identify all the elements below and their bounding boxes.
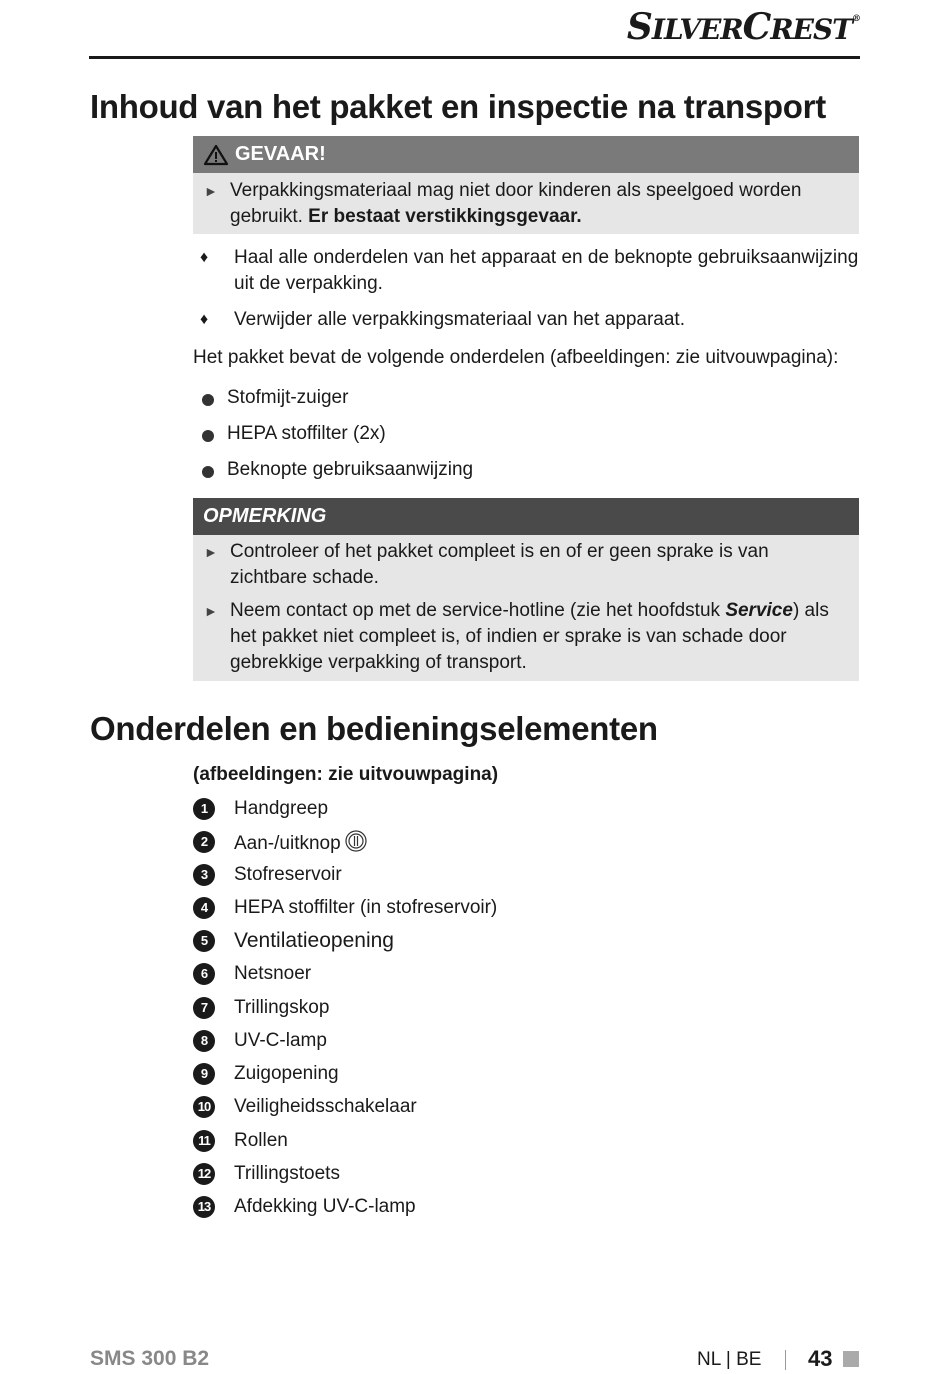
section-title-parts: Onderdelen en bedieningselementen: [90, 710, 658, 747]
number-badge: 10: [193, 1096, 215, 1118]
number-badge: 6: [193, 963, 215, 985]
bullet-dot-icon: [202, 430, 214, 442]
number-badge: 12: [193, 1163, 215, 1185]
header-divider: [89, 56, 860, 59]
part-item: 6 Netsnoer: [193, 962, 311, 986]
diamond-bullet-icon: ♦: [200, 311, 209, 328]
contents-intro: Het pakket bevat de volgende onderdelen (afbeeldingen: zie uitvouwpagina):: [193, 347, 839, 368]
part-item: 2 Aan-/uitknop: [193, 830, 367, 856]
arrow-icon: ►: [204, 183, 218, 199]
number-badge: 11: [193, 1130, 215, 1152]
number-badge: 1: [193, 798, 215, 820]
part-item: 9 Zuigopening: [193, 1062, 339, 1086]
danger-label: GEVAAR!: [235, 143, 326, 165]
note-item: ► Neem contact op met de service-hotline (zie het hoofdstuk Service) als het pakket niet compleet is, of indien er sprake is van schade door gebrekkige verpakking of transport.: [204, 600, 829, 673]
note-header: OPMERKING: [193, 498, 859, 535]
part-item: 10 Veiligheidsschakelaar: [193, 1095, 417, 1119]
part-item: 5 Ventilatieopening: [193, 929, 394, 953]
part-item: 13 Afdekking UV-C-lamp: [193, 1195, 416, 1219]
note-item: ► Controleer of het pakket compleet is en of er geen sprake is van zichtbare schade.: [204, 541, 769, 588]
page-marker-square: [843, 1351, 859, 1367]
danger-header: [193, 136, 859, 173]
part-item: 1 Handgreep: [193, 797, 328, 821]
number-badge: 9: [193, 1063, 215, 1085]
part-item: 8 UV-C-lamp: [193, 1029, 327, 1053]
footer-model: SMS 300 B2: [90, 1347, 210, 1370]
arrow-icon: ►: [204, 603, 218, 619]
contents-item: Stofmijt-zuiger: [193, 387, 348, 409]
power-button-icon: [345, 830, 367, 852]
number-badge: 3: [193, 864, 215, 886]
warning-triangle-icon: [203, 144, 229, 166]
bullet-dot-icon: [202, 466, 214, 478]
number-badge: 4: [193, 897, 215, 919]
danger-item: ► Verpakkingsmateriaal mag niet door kinderen als speelgoed worden gebruikt. Er bestaat verstikkingsgevaar.: [204, 180, 802, 227]
contents-item: HEPA stoffilter (2x): [193, 423, 386, 445]
number-badge: 5: [193, 930, 215, 952]
arrow-icon: ►: [204, 544, 218, 560]
danger-box: [193, 136, 859, 234]
contents-item: Beknopte gebruiksaanwijzing: [193, 459, 473, 481]
step-item: ♦ Verwijder alle verpakkingsmateriaal van het apparaat.: [193, 307, 863, 333]
page-number: 43: [808, 1346, 833, 1371]
number-badge: 7: [193, 997, 215, 1019]
part-item: 12 Trillingstoets: [193, 1162, 340, 1186]
part-item: 3 Stofreservoir: [193, 863, 342, 887]
parts-subtitle: (afbeeldingen: zie uitvouwpagina): [193, 764, 499, 785]
footer-language: NL | BE: [697, 1349, 762, 1370]
footer-divider: [785, 1350, 786, 1370]
number-badge: 2: [193, 831, 215, 853]
step-item: ♦ Haal alle onderdelen van het apparaat en de beknopte gebruiksaanwijzing uit de verpakking.: [200, 247, 859, 294]
section-title-contents: Inhoud van het pakket en inspectie na transport: [90, 88, 826, 125]
part-item: 7 Trillingskop: [193, 996, 329, 1020]
brand-logo: SILVERCREST®: [626, 6, 860, 48]
note-box: [193, 498, 859, 681]
part-item: 11 Rollen: [193, 1129, 288, 1153]
bullet-dot-icon: [202, 394, 214, 406]
number-badge: 13: [193, 1196, 215, 1218]
number-badge: 8: [193, 1030, 215, 1052]
diamond-bullet-icon: ♦: [200, 249, 209, 266]
part-item: 4 HEPA stoffilter (in stofreservoir): [193, 896, 497, 920]
